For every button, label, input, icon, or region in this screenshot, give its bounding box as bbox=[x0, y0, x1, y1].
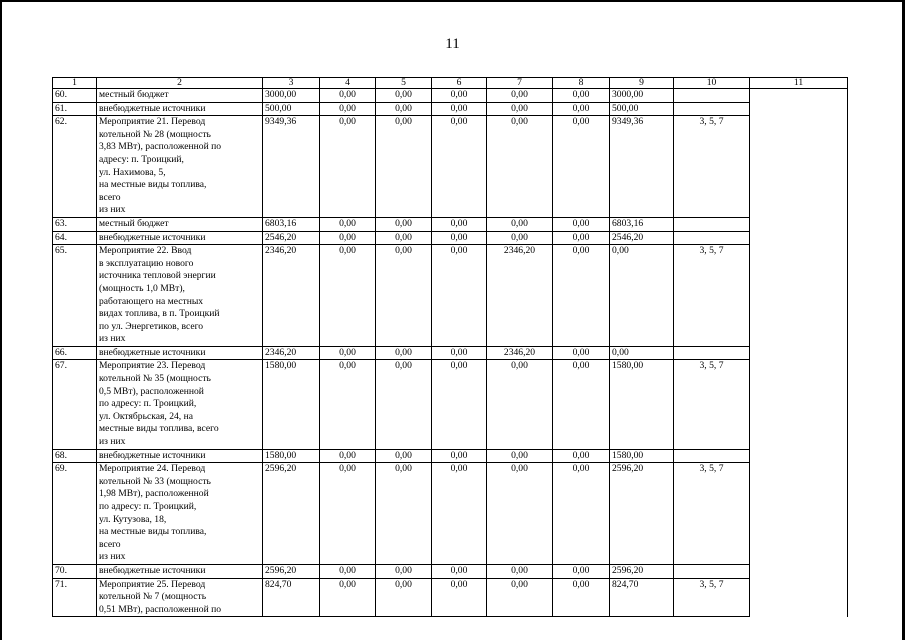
value-cell-c5: 0,00 bbox=[376, 449, 432, 463]
table-row bbox=[53, 217, 848, 231]
value-cell-c6: 0,00 bbox=[432, 360, 487, 449]
value-cell-c6: 0,00 bbox=[432, 463, 487, 565]
value-cell-c6: 0,00 bbox=[432, 578, 487, 617]
page-frame-left bbox=[0, 0, 2, 640]
value-cell-c4: 0,00 bbox=[320, 346, 376, 360]
value-cell-c3: 1580,00 bbox=[263, 360, 320, 449]
column-header: 4 bbox=[320, 78, 376, 89]
row-number: 65. bbox=[53, 245, 97, 347]
value-cell-c9: 500,00 bbox=[610, 102, 674, 116]
value-cell-c8: 0,00 bbox=[553, 346, 610, 360]
value-cell-c8: 0,00 bbox=[553, 564, 610, 578]
value-cell-c10: 3, 5, 7 bbox=[674, 578, 750, 617]
value-cell-c9: 1580,00 bbox=[610, 360, 674, 449]
value-cell-c6: 0,00 bbox=[432, 217, 487, 231]
value-cell-c9: 2596,20 bbox=[610, 564, 674, 578]
value-cell-c4: 0,00 bbox=[320, 449, 376, 463]
value-cell-c3: 2546,20 bbox=[263, 231, 320, 245]
row-description: внебюджетные источники bbox=[97, 564, 263, 578]
value-cell-c9: 6803,16 bbox=[610, 217, 674, 231]
value-cell-c3: 3000,00 bbox=[263, 89, 320, 103]
value-cell-c9: 0,00 bbox=[610, 346, 674, 360]
row-number: 61. bbox=[53, 102, 97, 116]
value-cell-c7: 0,00 bbox=[487, 231, 553, 245]
value-cell-c8: 0,00 bbox=[553, 231, 610, 245]
row-number: 70. bbox=[53, 564, 97, 578]
row-description: внебюджетные источники bbox=[97, 346, 263, 360]
value-cell-c4: 0,00 bbox=[320, 116, 376, 218]
value-cell-c8: 0,00 bbox=[553, 245, 610, 347]
value-cell-c4: 0,00 bbox=[320, 463, 376, 565]
value-cell-c10: 3, 5, 7 bbox=[674, 463, 750, 565]
value-cell-c8: 0,00 bbox=[553, 449, 610, 463]
value-cell-c5: 0,00 bbox=[376, 116, 432, 218]
column-header: 1 bbox=[53, 78, 97, 89]
row-number: 64. bbox=[53, 231, 97, 245]
column-header: 6 bbox=[432, 78, 487, 89]
value-cell-c8: 0,00 bbox=[553, 116, 610, 218]
value-cell-c4: 0,00 bbox=[320, 102, 376, 116]
table-row bbox=[53, 346, 848, 360]
value-cell-c10 bbox=[674, 449, 750, 463]
table-row bbox=[53, 578, 848, 617]
value-cell-c5: 0,00 bbox=[376, 217, 432, 231]
table-row bbox=[53, 360, 848, 449]
row-description: Мероприятие 22. Ввод в эксплуатацию нового источника тепловой энергии (мощность 1,0 МВт), работающего на местных видах топлива, в п. Троицкий по ул. Энергетиков, всего из них bbox=[97, 245, 263, 347]
value-cell-c5: 0,00 bbox=[376, 463, 432, 565]
value-cell-c10 bbox=[674, 89, 750, 103]
row-number: 71. bbox=[53, 578, 97, 617]
value-cell-c3: 2346,20 bbox=[263, 346, 320, 360]
value-cell-c4: 0,00 bbox=[320, 578, 376, 617]
value-cell-c7: 0,00 bbox=[487, 89, 553, 103]
row-description: Мероприятие 24. Перевод котельной № 33 (мощность 1,98 МВт), расположенной по адресу: п. Троицкий, ул. Кутузова, 18, на местные виды топлива, всего из них bbox=[97, 463, 263, 565]
value-cell-c7: 0,00 bbox=[487, 449, 553, 463]
budget-table bbox=[52, 77, 848, 617]
value-cell-c8: 0,00 bbox=[553, 463, 610, 565]
value-cell-c7: 0,00 bbox=[487, 463, 553, 565]
value-cell-c6: 0,00 bbox=[432, 89, 487, 103]
value-cell-c7: 2346,20 bbox=[487, 346, 553, 360]
page-number: 11 bbox=[445, 36, 460, 52]
value-cell-c4: 0,00 bbox=[320, 564, 376, 578]
table-row bbox=[53, 102, 848, 116]
value-cell-c5: 0,00 bbox=[376, 231, 432, 245]
value-cell-c7: 0,00 bbox=[487, 564, 553, 578]
table-row bbox=[53, 231, 848, 245]
value-cell-c3: 2346,20 bbox=[263, 245, 320, 347]
value-cell-c3: 9349,36 bbox=[263, 116, 320, 218]
value-cell-c10 bbox=[674, 102, 750, 116]
value-cell-c6: 0,00 bbox=[432, 231, 487, 245]
table-row bbox=[53, 89, 848, 103]
value-cell-c9: 9349,36 bbox=[610, 116, 674, 218]
value-cell-c10 bbox=[674, 231, 750, 245]
table-row bbox=[53, 564, 848, 578]
row-description: Мероприятие 25. Перевод котельной № 7 (мощность 0,51 МВт), расположенной по bbox=[97, 578, 263, 617]
value-cell-c5: 0,00 bbox=[376, 360, 432, 449]
value-cell-c5: 0,00 bbox=[376, 346, 432, 360]
value-cell-c9: 824,70 bbox=[610, 578, 674, 617]
value-cell-c3: 2596,20 bbox=[263, 463, 320, 565]
value-cell-c10: 3, 5, 7 bbox=[674, 360, 750, 449]
row-description: местный бюджет bbox=[97, 217, 263, 231]
value-cell-c10: 3, 5, 7 bbox=[674, 245, 750, 347]
value-cell-c9: 1580,00 bbox=[610, 449, 674, 463]
value-cell-c10: 3, 5, 7 bbox=[674, 116, 750, 218]
column-header: 9 bbox=[610, 78, 674, 89]
value-cell-c3: 500,00 bbox=[263, 102, 320, 116]
row-description: местный бюджет bbox=[97, 89, 263, 103]
value-cell-c8: 0,00 bbox=[553, 102, 610, 116]
row-number: 62. bbox=[53, 116, 97, 218]
value-cell-c7: 2346,20 bbox=[487, 245, 553, 347]
value-cell-c6: 0,00 bbox=[432, 449, 487, 463]
value-cell-c3: 1580,00 bbox=[263, 449, 320, 463]
row-number: 68. bbox=[53, 449, 97, 463]
row-number: 66. bbox=[53, 346, 97, 360]
row-number: 63. bbox=[53, 217, 97, 231]
value-cell-c3: 2596,20 bbox=[263, 564, 320, 578]
value-cell-c4: 0,00 bbox=[320, 360, 376, 449]
value-cell-c5: 0,00 bbox=[376, 102, 432, 116]
row-number: 60. bbox=[53, 89, 97, 103]
value-cell-c6: 0,00 bbox=[432, 116, 487, 218]
value-cell-c5: 0,00 bbox=[376, 89, 432, 103]
value-cell-c4: 0,00 bbox=[320, 231, 376, 245]
value-cell-c9: 2596,20 bbox=[610, 463, 674, 565]
value-cell-c9: 0,00 bbox=[610, 245, 674, 347]
value-cell-c5: 0,00 bbox=[376, 578, 432, 617]
value-cell-c7: 0,00 bbox=[487, 578, 553, 617]
value-cell-c7: 0,00 bbox=[487, 116, 553, 218]
row-number: 67. bbox=[53, 360, 97, 449]
value-cell-c4: 0,00 bbox=[320, 217, 376, 231]
row-description: Мероприятие 23. Перевод котельной № 35 (мощность 0,5 МВт), расположенной по адресу: п. Троицкий, ул. Октябрьская, 24, на местные виды топлива, всего из них bbox=[97, 360, 263, 449]
value-cell-c3: 824,70 bbox=[263, 578, 320, 617]
page-frame-top bbox=[0, 0, 905, 2]
column-header: 5 bbox=[376, 78, 432, 89]
value-cell-c8: 0,00 bbox=[553, 360, 610, 449]
column-header: 11 bbox=[750, 78, 848, 89]
value-cell-c8: 0,00 bbox=[553, 89, 610, 103]
value-cell-c10 bbox=[674, 346, 750, 360]
value-cell-c3: 6803,16 bbox=[263, 217, 320, 231]
value-cell-c10 bbox=[674, 217, 750, 231]
row-description: внебюджетные источники bbox=[97, 449, 263, 463]
value-cell-c10 bbox=[674, 564, 750, 578]
value-cell-c9: 2546,20 bbox=[610, 231, 674, 245]
column-header: 7 bbox=[487, 78, 553, 89]
column-header: 2 bbox=[97, 78, 263, 89]
column-header: 3 bbox=[263, 78, 320, 89]
value-cell-c9: 3000,00 bbox=[610, 89, 674, 103]
table-header-row bbox=[53, 78, 848, 89]
column-header: 10 bbox=[674, 78, 750, 89]
table-row bbox=[53, 245, 848, 347]
table-row bbox=[53, 463, 848, 565]
table-row bbox=[53, 116, 848, 218]
row-description: внебюджетные источники bbox=[97, 231, 263, 245]
column-header: 8 bbox=[553, 78, 610, 89]
value-cell-c6: 0,00 bbox=[432, 564, 487, 578]
row-number: 69. bbox=[53, 463, 97, 565]
column-11-cell bbox=[750, 89, 848, 617]
value-cell-c4: 0,00 bbox=[320, 245, 376, 347]
row-description: внебюджетные источники bbox=[97, 102, 263, 116]
value-cell-c7: 0,00 bbox=[487, 360, 553, 449]
table-row bbox=[53, 449, 848, 463]
value-cell-c7: 0,00 bbox=[487, 102, 553, 116]
value-cell-c6: 0,00 bbox=[432, 102, 487, 116]
row-description: Мероприятие 21. Перевод котельной № 28 (мощность 3,83 МВт), расположенной по адресу: п. Троицкий, ул. Нахимова, 5, на местные виды топлива, всего из них bbox=[97, 116, 263, 218]
value-cell-c8: 0,00 bbox=[553, 217, 610, 231]
value-cell-c5: 0,00 bbox=[376, 245, 432, 347]
value-cell-c6: 0,00 bbox=[432, 245, 487, 347]
value-cell-c6: 0,00 bbox=[432, 346, 487, 360]
value-cell-c8: 0,00 bbox=[553, 578, 610, 617]
value-cell-c5: 0,00 bbox=[376, 564, 432, 578]
value-cell-c7: 0,00 bbox=[487, 217, 553, 231]
value-cell-c4: 0,00 bbox=[320, 89, 376, 103]
